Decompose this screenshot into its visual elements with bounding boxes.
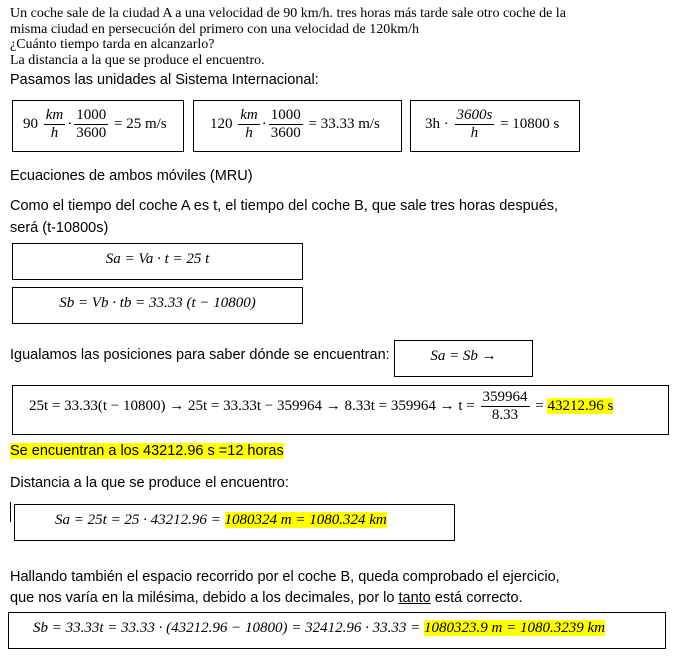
solve-num: 359964 <box>482 389 528 405</box>
coef: 120 <box>210 115 233 132</box>
check-line2-underlined: tanto <box>398 590 431 606</box>
meet-time-text <box>10 443 284 459</box>
check-line1: Hallando también el espacio recorrido por el coche B, queda comprobado el ejercicio, <box>10 569 560 585</box>
equal-positions-text: Igualamos las posiciones para saber dónde se encuentran: <box>10 347 390 363</box>
problem-line: Un coche sale de la ciudad A a una velocidad de 90 km/h. tres horas más tarde sale otro coche de la <box>10 6 566 21</box>
equation-box-a <box>12 243 303 280</box>
unit-den: h <box>470 125 479 141</box>
unit-den: h <box>50 125 59 141</box>
problem-statement <box>10 6 670 68</box>
solve-lhs: 25t = 33.33(t − 10800) → 25t = 33.33t − 359964 → 8.33t = 359964 → t = <box>29 398 475 414</box>
distance-lhs: Sa = 25t = 25 · 43212.96 = <box>55 512 221 528</box>
equal-positions-box <box>394 340 533 377</box>
check-line2-part: que nos varía en la milésima, debido a los decimales, por lo <box>10 590 395 606</box>
coef: 3h · <box>425 115 449 132</box>
coef: 90 <box>23 115 38 132</box>
unit-num: 3600s <box>456 107 493 123</box>
time-note-line1: Como el tiempo del coche A es t, el tiempo del coche B, que sale tres horas después, <box>10 198 559 214</box>
equation-box-b <box>12 287 303 324</box>
check-line2-part: está correcto. <box>434 590 523 606</box>
solve-den: 8.33 <box>491 407 519 423</box>
problem-line: misma ciudad en persecución del primero con una velocidad de 120km/h <box>10 21 419 37</box>
check-result: 1080323.9 m = 1080.3239 km <box>424 620 605 636</box>
solve-box <box>12 385 669 435</box>
conversion-box-time <box>410 100 580 152</box>
equations-heading: Ecuaciones de ambos móviles (MRU) <box>10 168 253 184</box>
equal-positions-eq: Sa = Sb → <box>430 348 497 364</box>
conversion-result: = 25 m/s <box>114 115 167 132</box>
solve-equals: = <box>535 398 544 414</box>
conversion-box-speed-a: 90 $\frac{km}{h}$ · $\frac{1000}{3600}$ = 25 m/s <box>12 100 184 152</box>
units-heading: Pasamos las unidades al Sistema Internacional: <box>10 72 319 88</box>
factor-num: 1000 <box>76 107 107 123</box>
unit-den: h <box>245 125 253 141</box>
factor-num: 1000 <box>270 107 301 123</box>
time-note-line2: será (t-10800s) <box>10 220 109 236</box>
equation-b: Sb = Vb · tb = 33.33 (t − 10800) <box>59 295 256 311</box>
distance-result: 1080324 m = 1080.324 km <box>224 512 387 528</box>
solve-result: 43212.96 s <box>547 398 614 414</box>
check-box <box>8 612 666 649</box>
unit-num: km <box>240 107 258 123</box>
distance-box <box>14 504 455 541</box>
distance-heading: Distancia a la que se produce el encuentro: <box>10 475 289 491</box>
conversion-result: = 33.33 m/s <box>308 115 380 132</box>
equation-a: Sa = Va · t = 25 t <box>105 251 210 267</box>
conversion-box-speed-b: 120 $\frac{km}{h}$ · $\frac{1000}{3600}$ = 33.33 m/s <box>193 100 402 152</box>
problem-line: La distancia a la que se produce el encuentro. <box>10 52 265 68</box>
check-lhs: Sb = 33.33t = 33.33 · (43212.96 − 10800) = 32412.96 · 33.33 = <box>33 620 421 636</box>
unit-num: km <box>45 107 64 123</box>
check-line2 <box>10 590 523 606</box>
factor-den: 3600 <box>270 125 301 141</box>
conversion-result: = 10800 s <box>500 115 560 132</box>
meet-time-highlight: Se encuentran a los 43212.96 s =12 horas <box>10 443 284 459</box>
problem-line: ¿Cuánto tiempo tarda en alcanzarlo? <box>10 37 215 52</box>
text-cursor <box>10 502 11 522</box>
factor-den: 3600 <box>76 125 107 141</box>
